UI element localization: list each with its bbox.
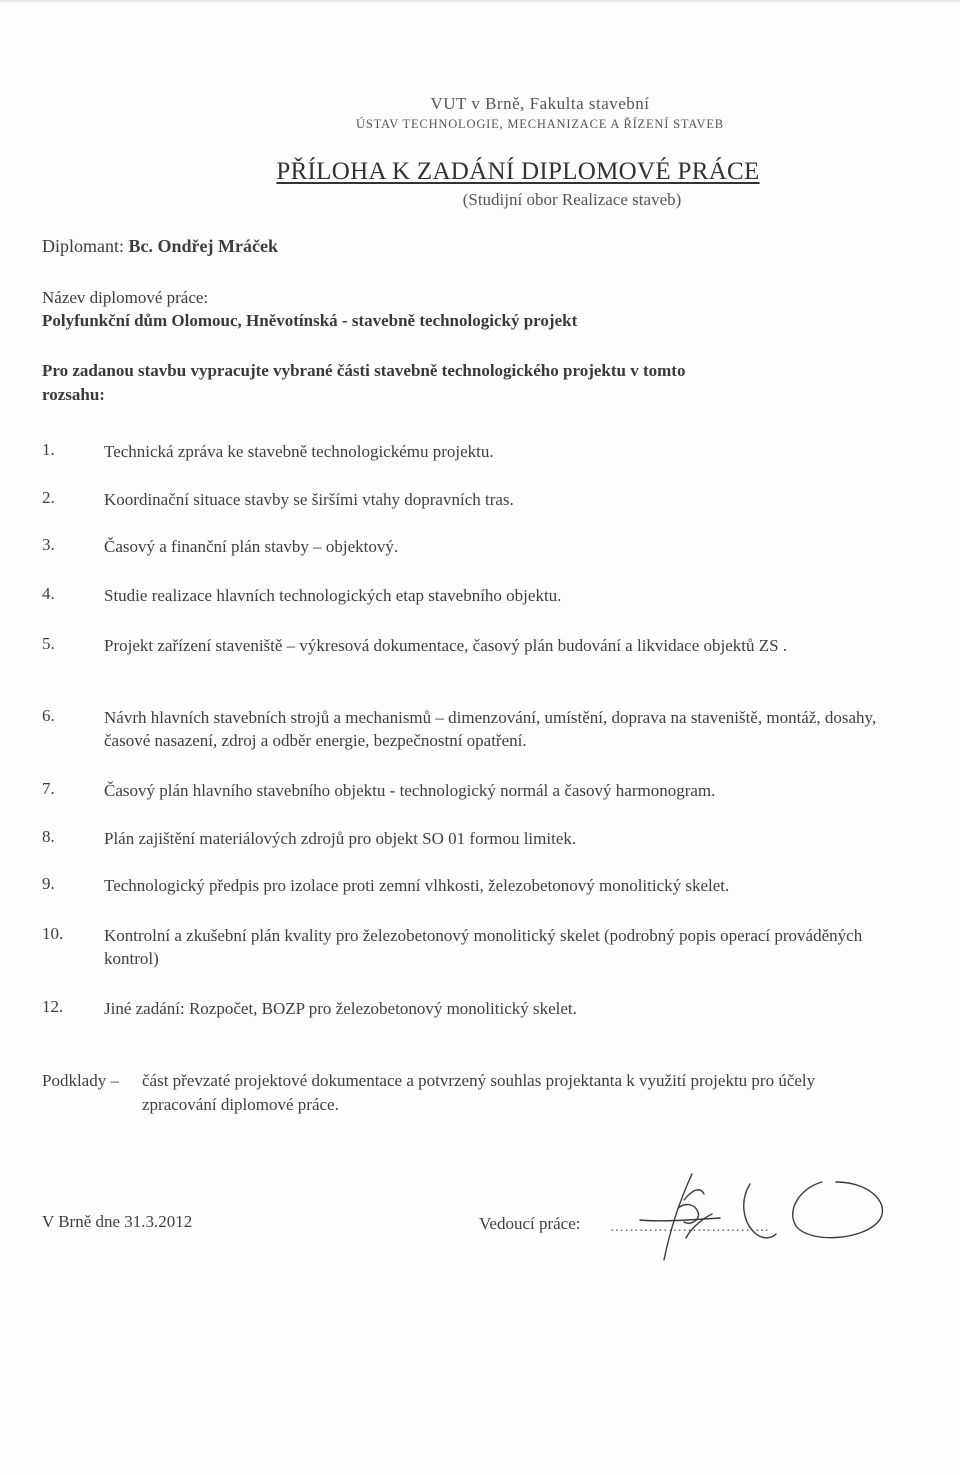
item-text: Koordinační situace stavby se širšími vtahy dopravních tras. (104, 490, 514, 509)
item-text: Kontrolní a zkušební plán kvality pro železobetonový monolitický skelet (podrobný popis operací prováděných kontrol) (104, 926, 863, 968)
signature-dotted-line: …………………………… (610, 1220, 770, 1235)
item-text: Projekt zařízení staveniště – výkresová dokumentace, časový plán budování a likvidace objektů ZS . (104, 636, 788, 655)
item-number: 7. (42, 779, 55, 798)
item-number: 5. (42, 634, 55, 653)
student-name: Bc. Ondřej Mráček (128, 236, 278, 256)
item-number: 10. (42, 924, 64, 943)
item-number: 1. (42, 440, 55, 459)
item-text: Technologický předpis pro izolace proti zemní vlhkosti, železobetonový monolitický skelet. (104, 876, 730, 895)
item-text: Studie realizace hlavních technologických etap stavebního objektu. (104, 586, 562, 605)
date-line: V Brně dne 31.3.2012 (42, 1212, 193, 1231)
item-number: 6. (42, 706, 55, 725)
student-label: Diplomant: (42, 236, 124, 256)
item-number: 2. (42, 488, 55, 507)
thesis-title-label: Název diplomové práce: (42, 288, 209, 307)
item-number: 3. (42, 535, 55, 554)
document-subtitle: (Studijní obor Realizace staveb) (462, 190, 682, 209)
scan-edge-shadow (0, 0, 960, 8)
thesis-title: Polyfunkční dům Olomouc, Hněvotínská - stavebně technologický projekt (42, 311, 578, 330)
document-title: PŘÍLOHA K ZADÁNÍ DIPLOMOVÉ PRÁCE (276, 158, 760, 185)
institution-name: VUT v Brně, Fakulta stavební (430, 94, 650, 113)
item-text: Časový plán hlavního stavebního objektu - technologický normál a časový harmonogram. (104, 781, 716, 800)
item-number: 12. (42, 997, 64, 1016)
item-text: Časový a finanční plán stavby – objektový. (104, 537, 399, 556)
department-name: ÚSTAV TECHNOLOGIE, MECHANIZACE A ŘÍZENÍ STAVEB (356, 117, 724, 131)
item-text: Plán zajištění materiálových zdrojů pro objekt SO 01 formou limitek. (104, 829, 577, 848)
item-number: 8. (42, 827, 55, 846)
intro-line-1: Pro zadanou stavbu vypracujte vybrané části stavebně technologického projektu v tomto (42, 361, 686, 380)
intro-line-2: rozsahu: (42, 385, 105, 404)
item-text: Jiné zadání: Rozpočet, BOZP pro železobetonový monolitický skelet. (104, 999, 577, 1018)
item-number: 9. (42, 874, 55, 893)
handwritten-signature (600, 1160, 900, 1280)
source-materials-text: část převzaté projektové dokumentace a potvrzený souhlas projektanta k využití projektu pro účely zpracování diplomové práce. (142, 1071, 816, 1114)
student-line (42, 236, 278, 257)
item-text: Technická zpráva ke stavebně technologickému projektu. (104, 442, 494, 461)
source-materials-label: Podklady – (42, 1071, 119, 1090)
item-number: 4. (42, 584, 55, 603)
item-text: Návrh hlavních stavebních strojů a mechanismů – dimenzování, umístění, doprava na staveniště, montáž, dosahy, časové nasazení, zdroj a odběr energie, bezpečnostní opatření. (104, 708, 877, 750)
supervisor-label: Vedoucí práce: (479, 1214, 581, 1233)
